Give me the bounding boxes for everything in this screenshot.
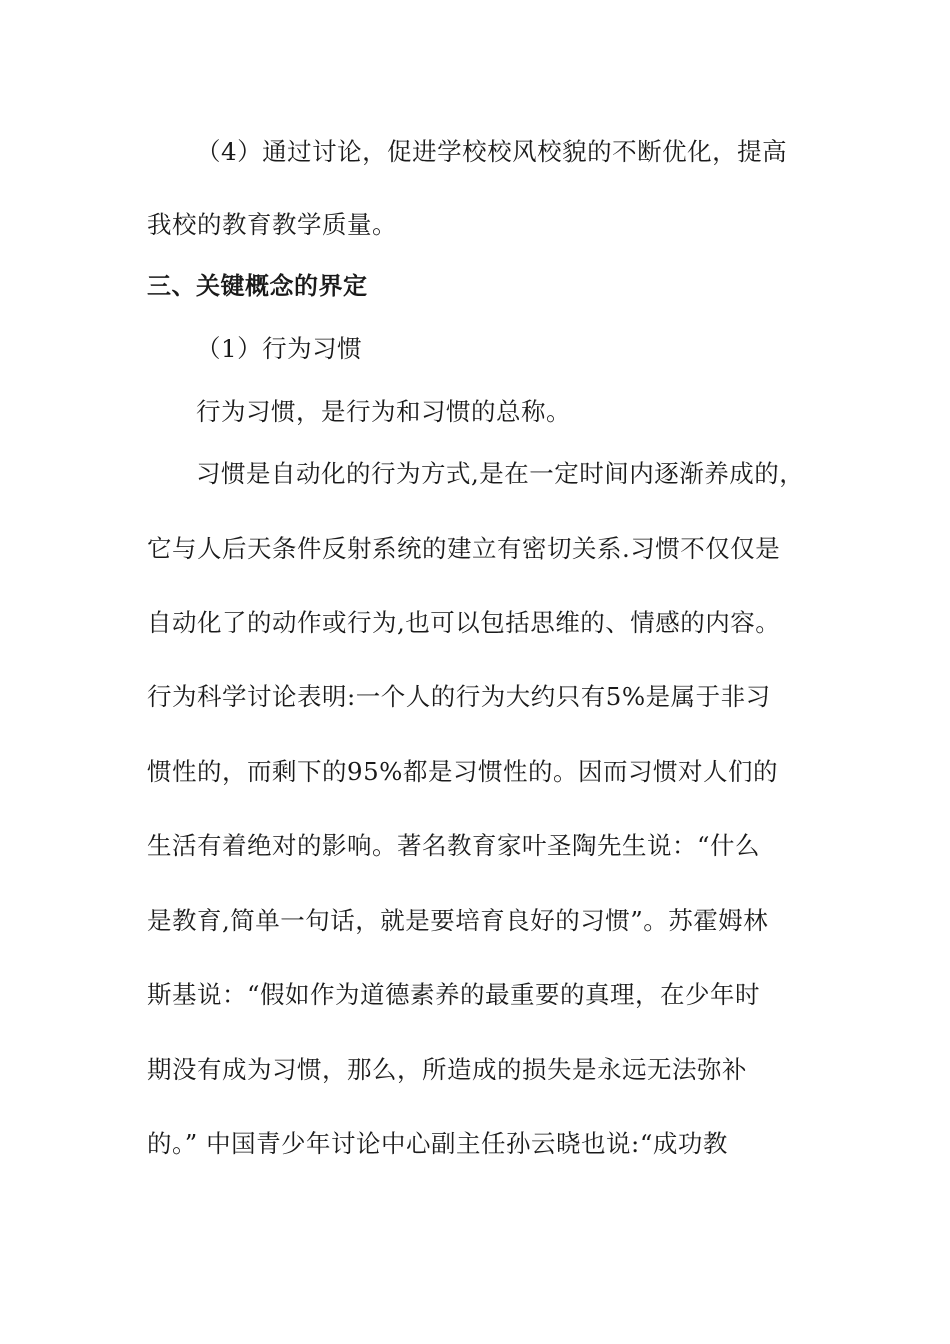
paragraph-line: 我校的教育教学质量。 <box>147 210 397 239</box>
paragraph-line: 斯基说：“假如作为道德素养的最重要的真理，在少年时 <box>147 980 761 1009</box>
paragraph-line: 生活有着绝对的影响。著名教育家叶圣陶先生说：“什么 <box>147 831 761 860</box>
paragraph-line: 期没有成为习惯，那么，所造成的损失是永远无法弥补 <box>147 1055 747 1084</box>
paragraph-line: 它与人后天条件反射系统的建立有密切关系.习惯不仅仅是 <box>147 534 781 563</box>
paragraph-line: 行为科学讨论表明:一个人的行为大约只有5%是属于非习 <box>147 682 771 711</box>
subsection-heading: （1）行为习惯 <box>196 334 363 363</box>
paragraph-line: 惯性的，而剩下的95%都是习惯性的。因而习惯对人们的 <box>147 757 778 786</box>
paragraph-line: 习惯是自动化的行为方式,是在一定时间内逐渐养成的， <box>196 459 805 488</box>
paragraph-line: 的。” 中国青少年讨论中心副主任孙云晓也说:“成功教 <box>147 1129 728 1158</box>
paragraph-line: 是教育,简单一句话，就是要培育良好的习惯”。苏霍姆林 <box>147 906 769 935</box>
paragraph-line: 自动化了的动作或行为,也可以包括思维的、情感的内容。 <box>147 608 781 637</box>
paragraph-line: 行为习惯，是行为和习惯的总称。 <box>196 397 571 426</box>
section-heading: 三、关键概念的界定 <box>147 272 368 300</box>
paragraph-line: （4）通过讨论，促进学校校风校貌的不断优化，提高 <box>196 137 788 166</box>
